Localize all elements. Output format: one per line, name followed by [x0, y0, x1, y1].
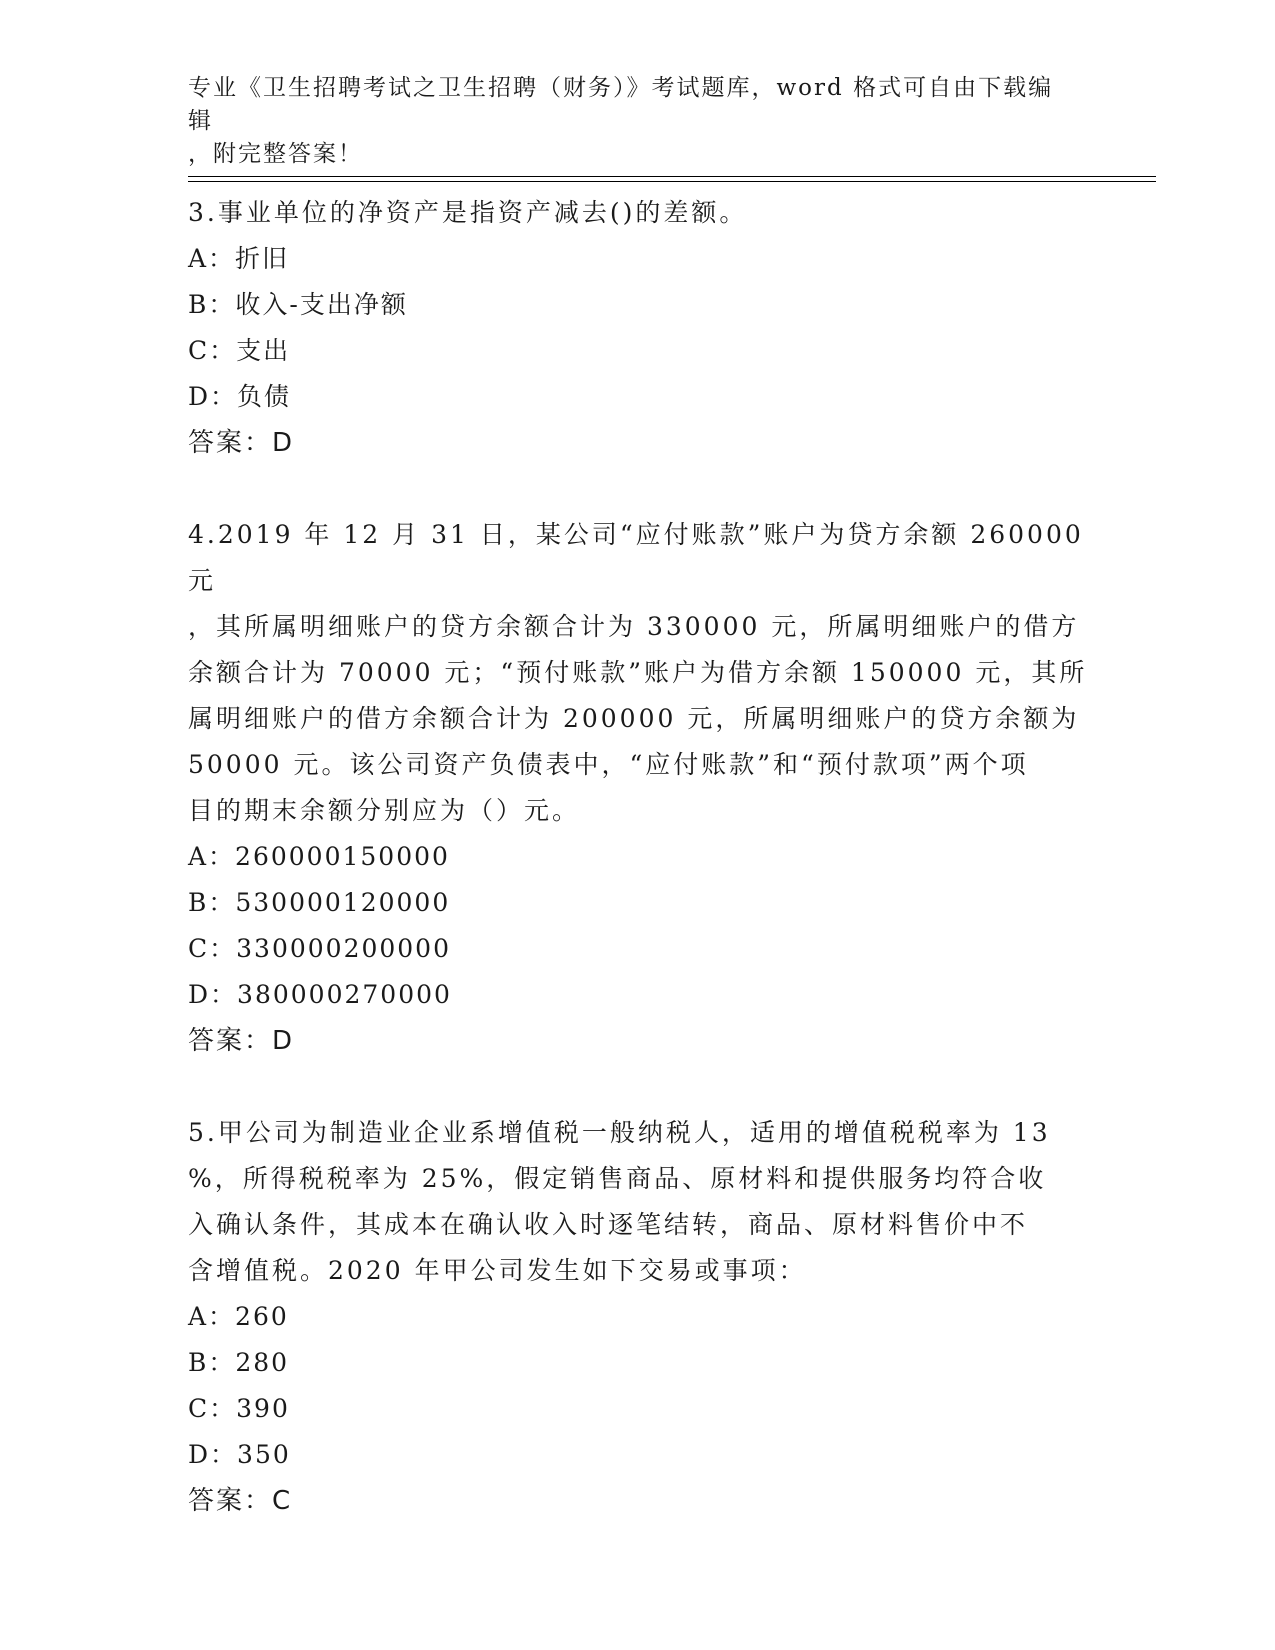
header-rule-top — [188, 176, 1156, 177]
option-c: C：支出 — [188, 336, 291, 365]
question-stem-line: 3.事业单位的净资产是指资产减去()的差额。 — [188, 198, 748, 227]
option-d: D：380000270000 — [188, 980, 452, 1009]
question-stem-line: 50000 元。该公司资产负债表中，“应付账款”和“预付款项”两个项 — [188, 750, 1029, 779]
question-3 — [188, 190, 1088, 466]
option-b: B：收入-支出净额 — [188, 290, 408, 319]
question-stem-line: %，所得税税率为 25%，假定销售商品、原材料和提供服务均符合收 — [188, 1164, 1047, 1193]
option-a: A：260 — [188, 1302, 289, 1331]
question-stem-line: 含增值税。2020 年甲公司发生如下交易或事项： — [188, 1256, 807, 1285]
option-d: D：350 — [188, 1440, 291, 1469]
header-line-1: 专业《卫生招聘考试之卫生招聘（财务）》考试题库，word 格式可自由下载编辑 — [188, 75, 1054, 134]
option-a: A：折旧 — [188, 244, 290, 273]
question-list — [188, 190, 1088, 1524]
option-b: B：530000120000 — [188, 888, 451, 917]
answer-label: 答案：D — [188, 1026, 295, 1056]
option-b: B：280 — [188, 1348, 290, 1377]
option-d: D：负债 — [188, 382, 292, 411]
question-stem-line: 入确认条件，其成本在确认收入时逐笔结转，商品、原材料售价中不 — [188, 1210, 1029, 1239]
document-header — [188, 72, 1068, 171]
question-spacer — [188, 1064, 1088, 1110]
option-c: C：330000200000 — [188, 934, 451, 963]
answer-label: 答案：C — [188, 1486, 293, 1516]
option-c: C：390 — [188, 1394, 290, 1423]
option-a: A：260000150000 — [188, 842, 450, 871]
question-stem-line: ，其所属明细账户的贷方余额合计为 330000 元，所属明细账户的借方 — [188, 612, 1080, 641]
question-stem-line: 4.2019 年 12 月 31 日，某公司“应付账款”账户为贷方余额 260000 元 — [188, 520, 1084, 595]
question-5 — [188, 1110, 1088, 1524]
question-spacer — [188, 466, 1088, 512]
header-rule-bottom — [188, 181, 1156, 182]
question-stem-line: 属明细账户的借方余额合计为 200000 元，所属明细账户的贷方余额为 — [188, 704, 1080, 733]
header-line-2: ，附完整答案！ — [188, 141, 363, 167]
answer-label: 答案：D — [188, 428, 295, 458]
question-stem-line: 目的期末余额分别应为（）元。 — [188, 796, 581, 825]
question-4 — [188, 512, 1088, 1064]
question-stem-line: 余额合计为 70000 元；“预付账款”账户为借方余额 150000 元，其所 — [188, 658, 1088, 687]
question-stem-line: 5.甲公司为制造业企业系增值税一般纳税人，适用的增值税税率为 13 — [188, 1118, 1051, 1147]
